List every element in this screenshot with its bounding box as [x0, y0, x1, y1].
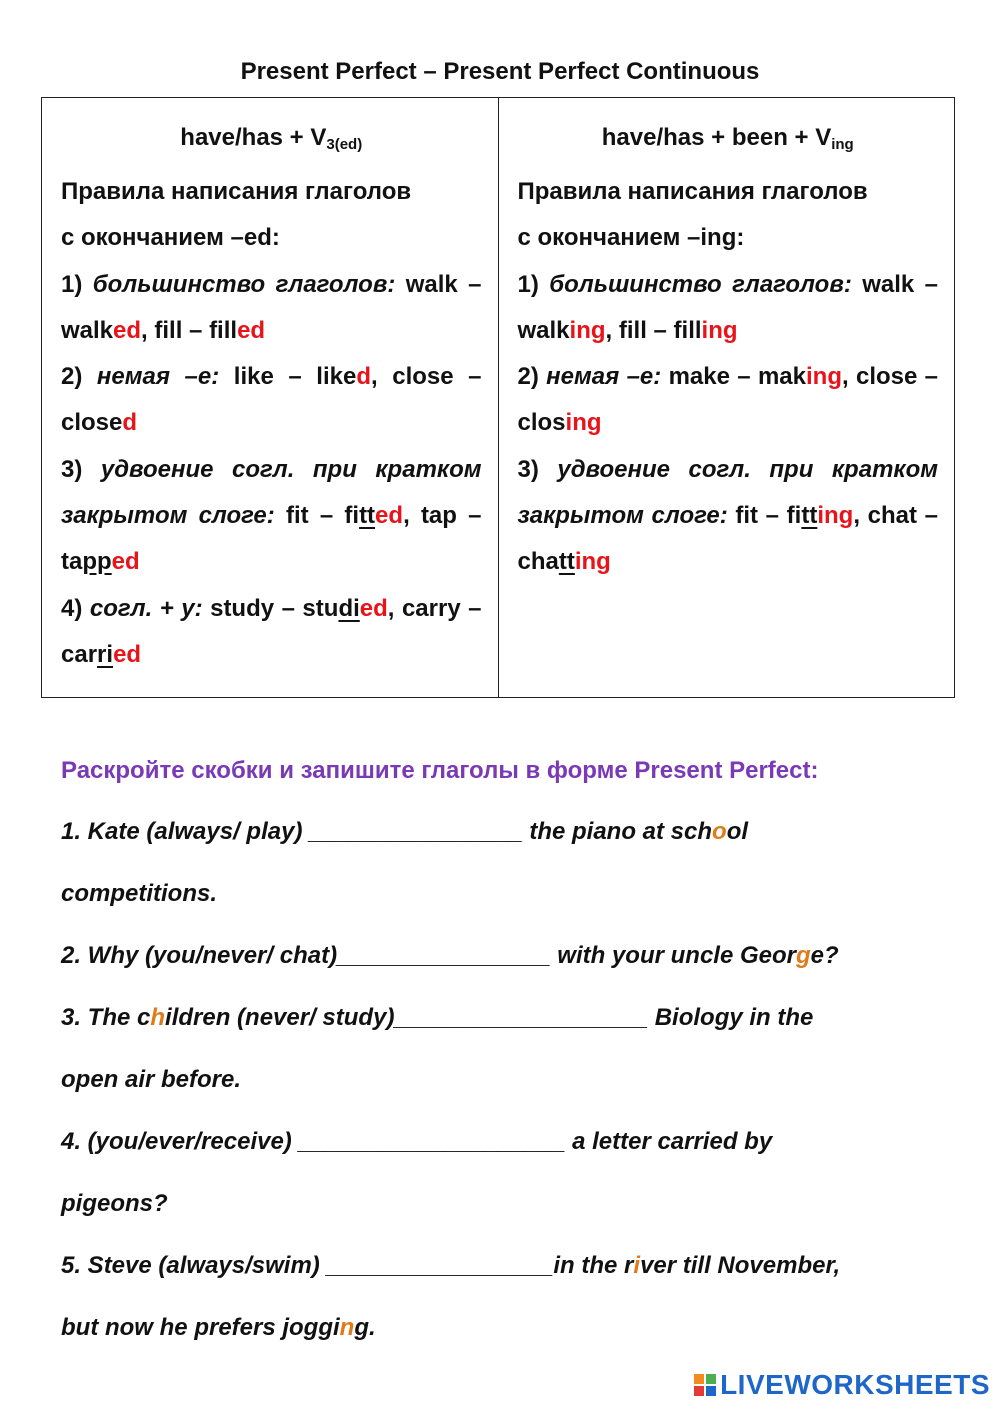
- exercise-item-5: 5. Steve (always/swim) _________________in the river till November,: [61, 1252, 841, 1279]
- present-perfect-column: [42, 98, 499, 698]
- rules-table: [41, 97, 955, 698]
- pp-rule-3: 3) удвоение согл. при кратком закрытом слоге: fit – fitted, tap – tapped: [61, 455, 482, 576]
- ppc-intro: Правила написания глаголов с окончанием –ing:: [517, 178, 868, 252]
- pp-rules: [61, 169, 482, 678]
- ppc-formula: have/has + been + $V_{ing}$: [601, 124, 854, 153]
- ppc-rules: [518, 169, 939, 586]
- exercise-instruction: Раскройте скобки и запишите глаголы в форме Present Perfect:: [61, 757, 819, 784]
- pp-formula: have/has + $V_{3(ed)}$: [180, 124, 363, 153]
- exercise-item-3-cont: open air before.: [61, 1066, 242, 1093]
- pp-rule-4: 4) согл. + y: study – studied, carry – carried: [61, 594, 482, 668]
- pp-rule-2: 2) немая –е: like – liked, close – closed: [61, 363, 482, 437]
- present-perfect-continuous-column: [498, 98, 955, 698]
- pp-rule-1: 1) большинство глаголов: walk – walked, fill – filled: [61, 270, 482, 344]
- ppc-rule-2: 2) немая –е: make – making, close – closing: [517, 363, 939, 437]
- pp-intro: Правила написания глаголов с окончанием –ed:: [61, 178, 412, 252]
- exercise-item-4: 4. (you/ever/receive) ____________________ a letter carried by: [61, 1128, 773, 1155]
- ppc-rule-1: 1) большинство глаголов: walk – walking, fill – filling: [517, 270, 938, 344]
- exercise-item-4-cont: pigeons?: [61, 1190, 168, 1217]
- exercise-item-3: 3. The children (never/ study)___________________ Biology in the: [61, 1004, 814, 1031]
- exercise-list: [61, 801, 941, 1359]
- liveworksheets-logo-text: LIVEWORKSHEETS: [720, 1369, 990, 1400]
- liveworksheets-logo: [694, 1369, 990, 1401]
- ppc-rule-3: 3) удвоение согл. при кратком закрытом слоге: fit – fitting, chat – chatting: [517, 455, 939, 576]
- exercise-item-5-cont: but now he prefers jogging.: [61, 1314, 376, 1341]
- exercise-item-1: 1. Kate (always/ play) ________________ the piano at school: [61, 818, 749, 845]
- exercise-item-2: 2. Why (you/never/ chat)________________ with your uncle George?: [61, 942, 839, 969]
- worksheet-title: Present Perfect – Present Perfect Continuous: [240, 58, 760, 85]
- exercise-item-1-cont: competitions.: [61, 880, 218, 907]
- liveworksheets-logo-icon: [694, 1374, 716, 1396]
